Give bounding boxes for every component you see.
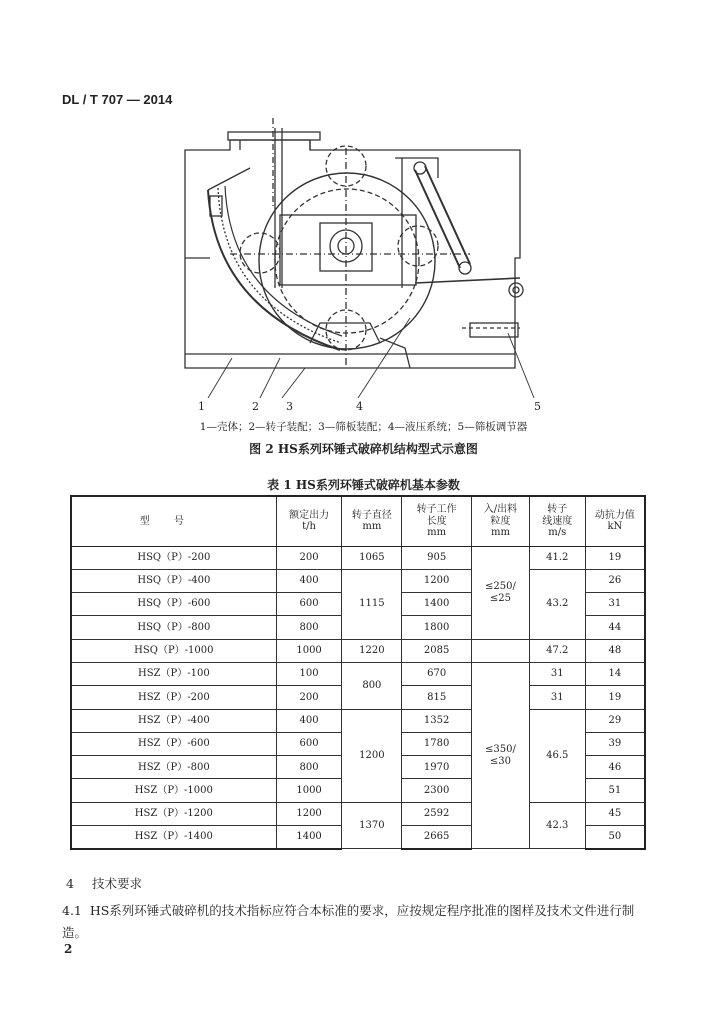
cell-output: 1200 xyxy=(276,802,342,825)
header-dynamic-force: 动抗力值 kN xyxy=(585,496,645,546)
table-header-row xyxy=(71,496,645,546)
cell-force: 31 xyxy=(585,593,645,616)
cell-force: 46 xyxy=(585,756,645,779)
header-rated-output: 额定出力 t/h xyxy=(276,496,342,546)
cell-diameter: 1065 xyxy=(342,546,402,569)
cell-model: HSQ（P）-400 xyxy=(71,569,276,592)
header-linear-speed: 转子 线速度 m/s xyxy=(529,496,585,546)
cell-output: 1000 xyxy=(276,779,342,802)
table-row xyxy=(71,662,645,685)
cell-length: 1970 xyxy=(402,756,472,779)
cell-output: 1000 xyxy=(276,639,342,662)
cell-diameter: 1200 xyxy=(342,709,402,802)
cell-output: 200 xyxy=(276,686,342,709)
callout-2: 2 xyxy=(252,400,259,413)
cell-force: 29 xyxy=(585,709,645,732)
cell-model: HSZ（P）-200 xyxy=(71,686,276,709)
cell-model: HSQ（P）-1000 xyxy=(71,639,276,662)
table-row xyxy=(71,546,645,569)
cell-length: 1352 xyxy=(402,709,472,732)
cell-diameter: 1220 xyxy=(342,639,402,662)
cell-length: 1400 xyxy=(402,593,472,616)
standard-code: DL / T 707 — 2014 xyxy=(62,92,173,107)
cell-particle: ≤250/ ≤25 xyxy=(472,546,530,639)
crusher-structure-drawing xyxy=(170,118,550,436)
section-number: 4 xyxy=(66,876,74,891)
cell-force: 48 xyxy=(585,639,645,662)
cell-diameter: 800 xyxy=(342,662,402,709)
cell-model: HSQ（P）-600 xyxy=(71,593,276,616)
cell-model: HSZ（P）-1000 xyxy=(71,779,276,802)
clause-text: HS系列环锤式破碎机的技术指标应符合本标准的要求，应按规定程序批准的图样及技术文件进行制造。 xyxy=(62,903,635,940)
cell-length: 1800 xyxy=(402,616,472,639)
figure-legend: 1—壳体；2—转子装配；3—筛板装配；4—液压系统；5—筛板调节器 xyxy=(199,421,528,433)
cell-model: HSQ（P）-200 xyxy=(71,546,276,569)
cell-output: 400 xyxy=(276,569,342,592)
cell-output: 400 xyxy=(276,709,342,732)
section-title: 技术要求 xyxy=(91,876,142,891)
header-particle-size: 入/出料 粒度 mm xyxy=(472,496,530,546)
cell-model: HSZ（P）-100 xyxy=(71,662,276,685)
cell-diameter: 1370 xyxy=(342,802,402,849)
cell-output: 800 xyxy=(276,756,342,779)
cell-output: 600 xyxy=(276,593,342,616)
cell-speed: 31 xyxy=(529,662,585,685)
cell-force: 44 xyxy=(585,616,645,639)
table-row xyxy=(71,639,645,662)
table-caption: 表 1 HS系列环锤式破碎机基本参数 xyxy=(267,478,460,492)
cell-speed: 41.2 xyxy=(529,546,585,569)
cell-output: 200 xyxy=(276,546,342,569)
cell-length: 905 xyxy=(402,546,472,569)
cell-diameter: 1115 xyxy=(342,569,402,639)
cell-speed: 46.5 xyxy=(529,709,585,802)
header-rotor-diameter: 转子直径 mm xyxy=(342,496,402,546)
cell-model: HSZ（P）-1200 xyxy=(71,802,276,825)
cell-speed: 47.2 xyxy=(529,639,585,662)
cell-speed: 42.3 xyxy=(529,802,585,849)
header-model: 型号 xyxy=(71,496,276,546)
clause-number: 4.1 xyxy=(62,903,82,918)
table-row xyxy=(71,709,645,732)
cell-speed: 31 xyxy=(529,686,585,709)
cell-length: 2665 xyxy=(402,826,472,849)
callout-4: 4 xyxy=(356,400,363,413)
cell-model: HSZ（P）-800 xyxy=(71,756,276,779)
cell-model: HSZ（P）-600 xyxy=(71,732,276,755)
cell-force: 50 xyxy=(585,826,645,849)
cell-particle-blank xyxy=(472,639,530,662)
cell-length: 670 xyxy=(402,662,472,685)
cell-force: 19 xyxy=(585,546,645,569)
cell-output: 600 xyxy=(276,732,342,755)
figure-caption: 图 2 HS系列环锤式破碎机结构型式示意图 xyxy=(249,442,478,456)
cell-length: 2300 xyxy=(402,779,472,802)
cell-particle: ≤350/ ≤30 xyxy=(472,662,530,848)
cell-force: 51 xyxy=(585,779,645,802)
table-row xyxy=(71,569,645,592)
table-row xyxy=(71,802,645,825)
cell-length: 815 xyxy=(402,686,472,709)
clause-4-1 xyxy=(62,900,652,944)
parameter-table xyxy=(70,495,646,850)
cell-length: 1200 xyxy=(402,569,472,592)
callout-5: 5 xyxy=(534,400,541,413)
callout-1: 1 xyxy=(198,400,205,413)
cell-output: 100 xyxy=(276,662,342,685)
cell-force: 14 xyxy=(585,662,645,685)
cell-model: HSZ（P）-1400 xyxy=(71,826,276,849)
cell-force: 19 xyxy=(585,686,645,709)
section-4-heading xyxy=(66,874,142,892)
cell-force: 26 xyxy=(585,569,645,592)
callout-3: 3 xyxy=(286,400,293,413)
header-rotor-length: 转子工作 长度 mm xyxy=(402,496,472,546)
cell-force: 39 xyxy=(585,732,645,755)
cell-output: 1400 xyxy=(276,826,342,849)
cell-length: 2085 xyxy=(402,639,472,662)
cell-length: 1780 xyxy=(402,732,472,755)
cell-model: HSQ（P）-800 xyxy=(71,616,276,639)
cell-length: 2592 xyxy=(402,802,472,825)
page-number: 2 xyxy=(64,942,73,956)
cell-output: 800 xyxy=(276,616,342,639)
cell-force: 45 xyxy=(585,802,645,825)
cell-speed: 43.2 xyxy=(529,569,585,639)
cell-model: HSZ（P）-400 xyxy=(71,709,276,732)
